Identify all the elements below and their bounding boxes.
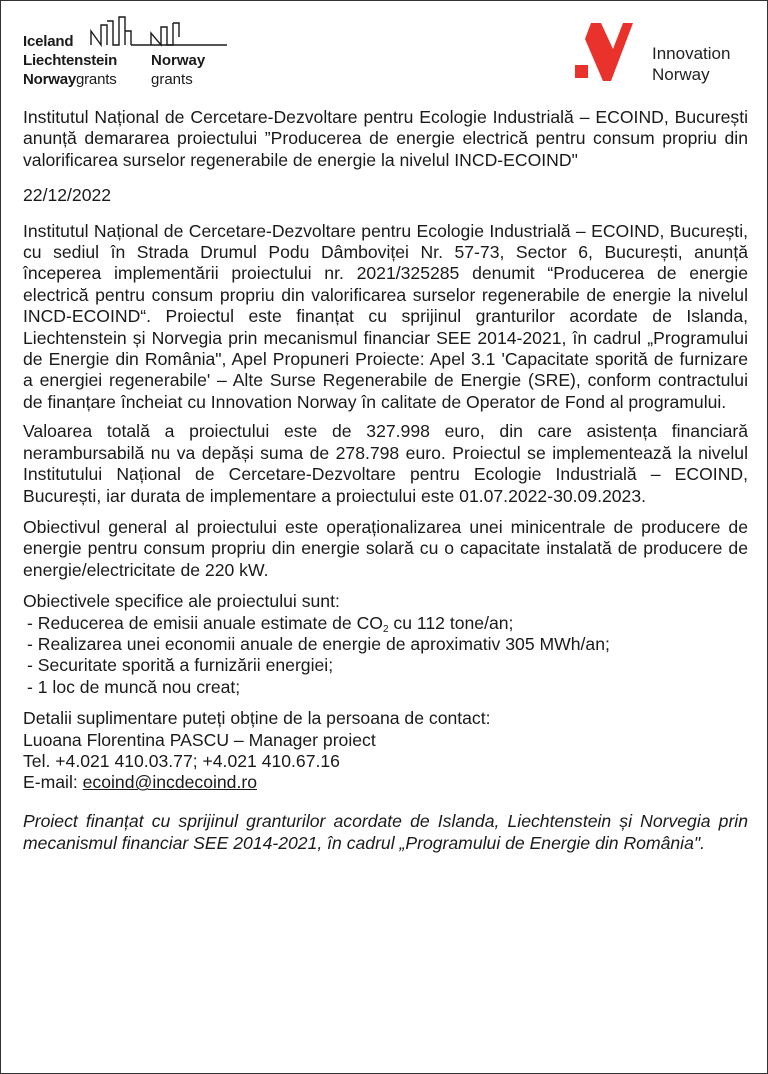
eea-logo-norway: Norway — [23, 71, 76, 88]
innovation-norway-logo — [573, 21, 763, 87]
article-body — [23, 107, 748, 872]
list-item — [23, 613, 748, 634]
grants-outline-mark — [87, 15, 227, 55]
paragraph-project-start: Institutul Național de Cercetare-Dezvoltare pentru Ecologie Industrială – ECOIND, București, cu sediul în Strada Drumul Podu Dâmboviței Nr. 57-73, Sector 6, București, anunță începerea implementării proiectului nr. 2021/325285 denumit “Producerea de energie electrică pentru consum propriu din valorificarea surselor regenerabile de energie la nivelul INCD-ECOIND“. Proiectul este finanțat cu sprijinul granturilor acordate de Islanda, Liechtenstein și Norvegia prin mecanismul financiar SEE 2014-2021, în cadrul „Programului de Energie din România", Apel Propuneri Proiecte: Apel 3.1 'Capacitate sporită de furnizare a energiei regenerabile' – Alte Surse Regenerabile de Energie (SRE), conform contractului de finanțare încheiat cu Innovation Norway în calitate de Operator de Fond al programului. — [23, 220, 748, 412]
contact-phone: Tel. +4.021 410.03.77; +4.021 410.67.16 — [23, 750, 340, 771]
eea-logo-norway-line — [23, 71, 117, 88]
contact-person: Luoana Florentina PASCU – Manager proiect — [23, 729, 376, 750]
innovation-norway-line1: Innovation — [652, 44, 731, 63]
contact-email-link[interactable]: ecoind@incdecoind.ro — [82, 772, 257, 793]
innovation-norway-wordmark — [652, 43, 730, 85]
specific-objectives-list — [23, 591, 748, 698]
article-date: 22/12/2022 — [23, 185, 112, 206]
eea-logo-liechtenstein: Liechtenstein — [23, 52, 118, 69]
innovation-norway-line2: Norway — [652, 65, 710, 84]
list-item: - 1 loc de muncă nou creat; — [27, 676, 241, 697]
article-intro: Institutul Național de Cercetare-Dezvoltare pentru Ecologie Industrială – ECOIND, București anunță demararea proiectului ”Producerea de energie electrică pentru consum propriu din valorificarea surselor regenerabile de energie la nivelul INCD-ECOIND" — [23, 107, 748, 170]
eea-logo-iceland: Iceland — [23, 33, 74, 50]
paragraph-project-value: Valoarea totală a proiectului este de 327.998 euro, din care asistența financiară nerambursabilă nu va depăși suma de 278.798 euro. Proiectul se implementează la nivelul Institutului Național de Cercetare-Dezvoltare pentru Ecologie Industrială – ECOIND, București, iar durata de implementare a proiectului este 01.07.2022-30.09.2023. — [23, 421, 748, 506]
objective-1-text-end: cu 112 tone/an; — [388, 612, 514, 633]
norway-grants-label: Norway — [151, 52, 206, 69]
eea-logo-grants: grants — [76, 71, 117, 88]
paragraph-general-objective: Obiectivul general al proiectului este operaționalizarea unei minicentrale de producere de energie pentru consum propriu din energie solară cu o capacitate instalată de producere de energie/electricitate de 220 kW. — [23, 516, 748, 580]
norway-grants-sub: grants — [151, 71, 193, 88]
eea-norway-grants-logo — [23, 15, 223, 93]
contact-email-label: E-mail: — [23, 772, 83, 793]
innovation-norway-mark-icon — [573, 21, 639, 83]
contact-intro: Detalii suplimentare puteți obține de la persoana de contact: — [23, 708, 491, 729]
list-item: - Realizarea unei economii anuale de energie de aproximativ 305 MWh/an; — [27, 633, 610, 654]
list-item: - Securitate sporită a furnizării energiei; — [27, 655, 334, 676]
objectives-heading: Obiectivele specifice ale proiectului sunt: — [23, 591, 340, 612]
objective-1-subscript: 2 — [382, 623, 389, 635]
contact-email-line — [23, 772, 748, 793]
objective-1-text: - Reducerea de emisii anuale estimate de CO — [27, 612, 383, 633]
contact-block — [23, 708, 748, 794]
funding-footer: Proiect finanțat cu sprijinul granturilor acordate de Islanda, Liechtenstein și Norvegia prin mecanismul financiar SEE 2014-2021, în cadrul „Programului de Energie din România". — [23, 811, 748, 853]
